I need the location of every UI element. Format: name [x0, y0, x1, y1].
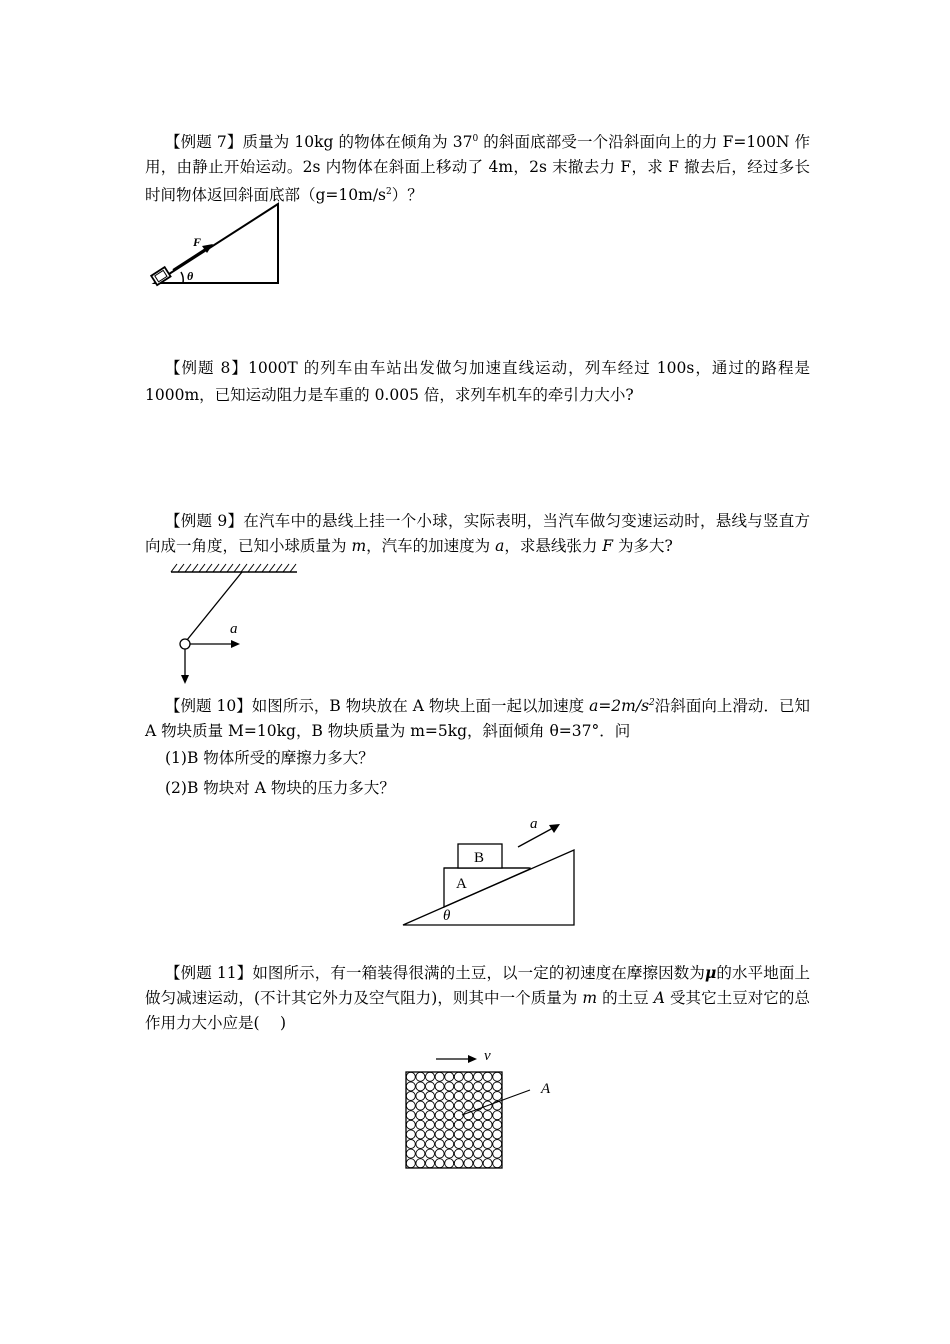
stacked-blocks-figure	[400, 810, 580, 930]
velocity-label: v	[484, 1048, 491, 1064]
problem-9-text: 【例题 9】在汽车中的悬线上挂一个小球，实际表明，当汽车做匀变速运动时，悬线与竖直方向成一角度，已知小球质量为 m，汽车的加速度为 a，求悬线张力 F 为多大?	[145, 512, 810, 555]
accel-label: a	[230, 621, 238, 637]
block-b-label: B	[474, 850, 485, 866]
angle-label: θ	[443, 908, 451, 924]
block-a-label: A	[456, 876, 467, 892]
angle-arc	[181, 272, 183, 283]
problem-10-label: 【例题 10】	[165, 697, 252, 716]
potato-a-label: A	[541, 1081, 551, 1097]
angle-label: θ	[187, 269, 194, 283]
potato-box-figure	[400, 1045, 560, 1175]
problem-11-label: 【例题 11】	[165, 964, 253, 982]
ball	[180, 639, 190, 649]
problem-10-q1: (1)B 物体所受的摩擦力多大？	[165, 749, 374, 767]
problem-9-label: 【例题 9】	[165, 512, 244, 530]
problem-10-q2: (2)B 物块对 A 物块的压力多大？	[165, 779, 395, 797]
problem-7-text: 【例题 7】质量为 10kg 的物体在倾角为 $37^0$ 的斜面底部受一个沿斜面向上的力 F=100N 作用，由静止开始运动。2s 内物体在斜面上移动了 4m，2s 末撤去力 F，求 F 撤去后，经过多长时间物体返回斜面底部$(g=10m/s^2)$？	[145, 133, 811, 205]
ceiling-hatch	[171, 564, 296, 572]
force-label: F	[193, 235, 202, 249]
problem-10-text: 【例题 10】如图所示，B 物块放在 A 物块上面一起以加速度 $a=2m/s^2$沿斜面向上滑动．已知 A 物块质量 M=10kg，B 物块质量为 m=5kg，斜面倾角 θ=37°．问	[145, 697, 810, 741]
problem-11-text: 【例题 11】如图所示，有一箱装得很满的土豆，以一定的初速度在摩擦因数为μ的水平地面上做匀减速运动，(不计其它外力及空气阻力)，则其中一个质量为 m 的土豆 A 受其它土豆对它的总作用力大小应是( )	[145, 963, 810, 1032]
problem-8-text: 【例题 8】1000T 的列车由车站出发做匀加速直线运动，列车经过 100s，通过的路程是 1000m，已知运动阻力是车重的 0.005 倍，求列车机车的牵引力大小?	[145, 359, 810, 404]
force-arrow	[173, 248, 207, 270]
problem-7-label: 【例题 7】	[165, 133, 243, 152]
incline-triangle	[155, 204, 278, 283]
problem-8-label: 【例题 8】	[165, 359, 248, 377]
pendulum-figure	[165, 560, 305, 690]
accel-label: a	[530, 816, 538, 832]
incline-force-figure	[145, 200, 285, 290]
